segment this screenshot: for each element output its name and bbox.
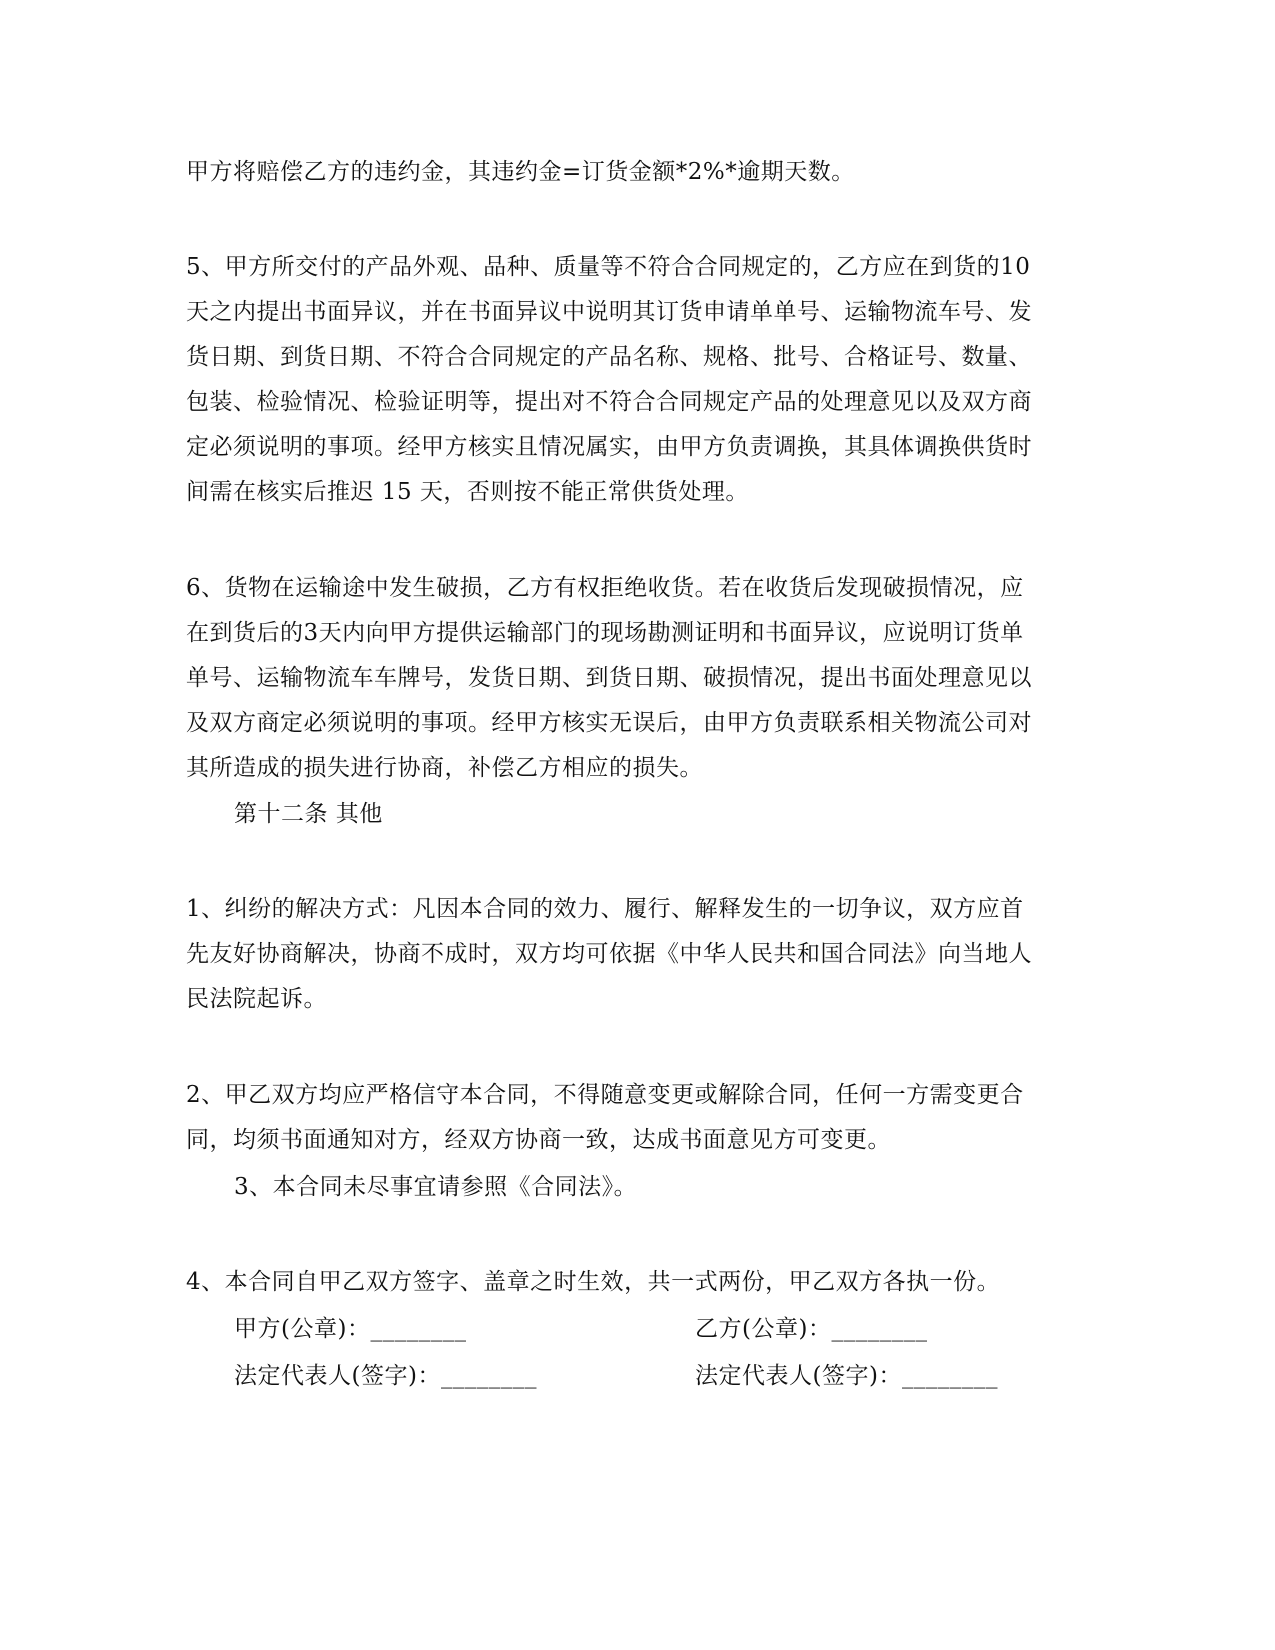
section-heading: 第十二条 其他 <box>234 801 383 827</box>
paragraph-line: 及双方商定必须说明的事项。经甲方核实无误后，由甲方负责联系相关物流公司对 <box>186 710 1032 736</box>
paragraph-line: 在到货后的3天内向甲方提供运输部门的现场勘测证明和书面异议，应说明订货单 <box>186 620 1024 646</box>
paragraph-line: 天之内提出书面异议，并在书面异议中说明其订货申请单单号、运输物流车号、发 <box>186 299 1032 325</box>
paragraph-line: 间需在核实后推迟 15 天，否则按不能正常供货处理。 <box>186 479 749 505</box>
paragraph-line: 其所造成的损失进行协商，补偿乙方相应的损失。 <box>186 755 703 781</box>
paragraph-line: 1、纠纷的解决方式：凡因本合同的效力、履行、解释发生的一切争议，双方应首 <box>186 896 1024 922</box>
paragraph-line: 民法院起诉。 <box>186 986 327 1012</box>
paragraph-line: 货日期、到货日期、不符合合同规定的产品名称、规格、批号、合格证号、数量、 <box>186 344 1032 370</box>
party-a-representative-field: 法定代表人(签字)：________ <box>234 1363 537 1389</box>
paragraph-line: 4、本合同自甲乙双方签字、盖章之时生效，共一式两份，甲乙双方各执一份。 <box>186 1269 1001 1295</box>
paragraph-line: 定必须说明的事项。经甲方核实且情况属实，由甲方负责调换，其具体调换供货时 <box>186 434 1032 460</box>
paragraph-line: 包装、检验情况、检验证明等，提出对不符合合同规定产品的处理意见以及双方商 <box>186 389 1032 415</box>
paragraph-line: 2、甲乙双方均应严格信守本合同，不得随意变更或解除合同，任何一方需变更合 <box>186 1082 1024 1108</box>
paragraph-line: 甲方将赔偿乙方的违约金，其违约金=订货金额*2%*逾期天数。 <box>186 159 855 185</box>
paragraph-line: 单号、运输物流车车牌号，发货日期、到货日期、破损情况，提出书面处理意见以 <box>186 665 1032 691</box>
paragraph-line: 5、甲方所交付的产品外观、品种、质量等不符合合同规定的，乙方应在到货的10 <box>186 254 1031 280</box>
party-b-seal-field: 乙方(公章)：________ <box>695 1316 928 1342</box>
paragraph-line: 先友好协商解决，协商不成时，双方均可依据《中华人民共和国合同法》向当地人 <box>186 941 1032 967</box>
paragraph-line: 6、货物在运输途中发生破损，乙方有权拒绝收货。若在收货后发现破损情况，应 <box>186 575 1024 601</box>
paragraph-line: 3、本合同未尽事宜请参照《合同法》。 <box>234 1174 638 1200</box>
paragraph-line: 同，均须书面通知对方，经双方协商一致，达成书面意见方可变更。 <box>186 1127 891 1153</box>
party-b-representative-field: 法定代表人(签字)：________ <box>695 1363 998 1389</box>
party-a-seal-field: 甲方(公章)：________ <box>234 1316 467 1342</box>
